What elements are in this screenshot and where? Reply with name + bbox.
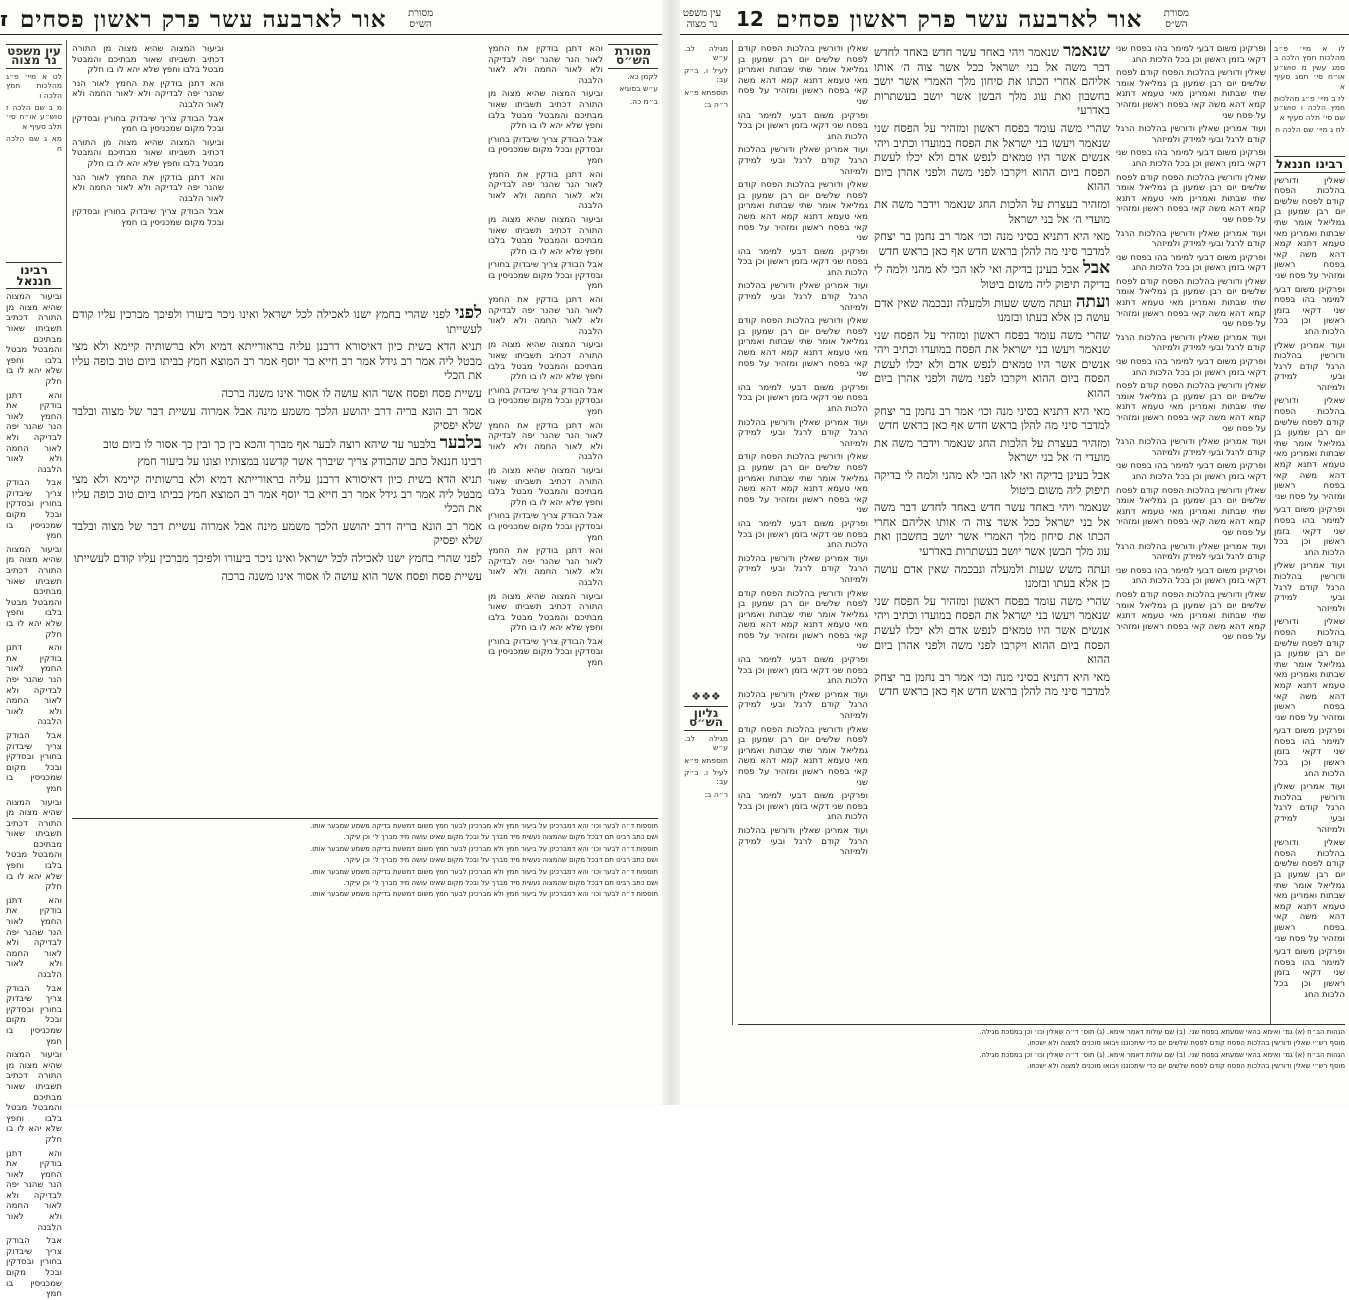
commentary-paragraph: וביעור המצוה שהיא מצוה מן התורה דכתיב תשביתו שאור מבתיכם והמבטל מבטל בלבו וחפץ שלא יהא לו בו חלק <box>6 797 62 893</box>
tosafot-column-top <box>72 44 224 304</box>
margin-note: לעיל ו. ב״ק עב: <box>684 65 728 85</box>
main-paragraph: אבל אבל בעינן בדיקה ואי לאו הכי לא מהני ולמה לי בדיקה תיפוק ליה משום ביטול <box>874 258 1110 291</box>
corner-label: עין משפט נר מצוה <box>682 8 722 30</box>
commentary-paragraph: ופרקינן משום דבעי למימר בהו בפסח שני דקאי בזמן ראשון וכן בכל הלכות החג <box>1274 726 1345 779</box>
book-gutter <box>662 0 680 1105</box>
commentary-paragraph: שאלין ודורשין בהלכות הפסח קודם לפסח שלשים יום רבן שמעון בן גמליאל אומר שתי שבתות ואמרינן מאי טעמא דתנא קמא דהא משה קאי בפסח ראשון ומזהיר על פסח שני <box>1116 276 1266 330</box>
commentary-paragraph: וביעור המצוה שהיא מצוה מן התורה דכתיב תשביתו שאור מבתיכם והמבטל מבטל בלבו וחפץ שלא יהא לו בו חלק <box>72 137 224 169</box>
column-divider <box>66 40 67 1050</box>
commentary-paragraph: שאלין ודורשין בהלכות הפסח קודם לפסח שלשים יום רבן שמעון בן גמליאל אומר שתי שבתות ואמרינן מאי טעמא דתנא קמא דהא משה קאי בפסח ראשון ומזהיר על פסח שני <box>738 180 868 244</box>
main-paragraph: עשיית פסח ופסח אשר הוא עושה לו אסור אינו משנה ברכה <box>221 385 482 400</box>
commentary-paragraph: וביעור המצוה שהיא מצוה מן התורה דכתיב תשביתו שאור מבתיכם והמבטל מבטל בלבו וחפץ שלא יהא לו בו חלק <box>488 591 603 634</box>
footnote: תוספות ד״ה לבער וכו׳ והא דמברכינן על ביעור חמץ ולא מברכינן לבער חמץ משום דמשעת בדיקה משמע שמבער אותו. <box>310 822 658 830</box>
commentary-paragraph: שאלין ודורשין בהלכות הפסח קודם לפסח שלשים יום רבן שמעון בן גמליאל אומר שתי שבתות ואמרינן מאי טעמא דתנא קמא דהא משה קאי בפסח ראשון ומזהיר על פסח שני <box>1116 172 1266 225</box>
corner-title: עין משפט נר מצוה <box>7 44 61 68</box>
footnote-divider <box>738 1024 1345 1025</box>
footnote: מוסף רש״י שאלין ודורשין בהלכות הפסח קודם לפסח שלשים יום כדי שיתכוננו ויבואו מוכנים למצוה ולא ישכחו. <box>1027 1062 1345 1071</box>
main-paragraph: שהרי משה עומד בפסח ראשון ומזהיר על הפסח שני שנאמר ויעשו בני ישראל את הפסח במועדו וכתיב ויהי אנשים אשר היו טמאים לנפש אדם ולא יכלו לעשת הפסח ביום ההוא ויקרבו לפני משה ולפני אהרן ביום ההוא <box>874 327 1110 401</box>
footnote: תוספות ד״ה לבער וכו׳ והא דמברכינן על ביעור חמץ ולא מברכינן לבער חמץ משום דמשעת בדיקה משמע שמבער אותו. <box>310 844 658 853</box>
margin-note: לז ב מיי׳ פ״ג מהלכות חמץ הלכה ו טוש״ע שם סי׳ תלה סעיף א <box>1274 94 1345 122</box>
lead-word: אבל <box>1082 258 1110 279</box>
commentary-paragraph: ופרקינן משום דבעי למימר בהו בפסח שני דקאי בזמן ראשון וכן בכל הלכות החג <box>738 791 868 823</box>
ein-mishpat-column <box>1274 44 1345 154</box>
margin-note: תוספתא פ״א <box>684 87 728 97</box>
gemara-main-text <box>72 303 482 811</box>
margin-note: לקמן כא. <box>627 71 658 81</box>
commentary-paragraph: שאלין ודורשין בהלכות הפסח קודם לפסח שלשים יום רבן שמעון בן גמליאל אומר שתי שבתות ואמרינן מאי טעמא דתנא קמא דהא משה קאי בפסח ראשון ומזהיר על פסח שני <box>1116 381 1266 434</box>
commentary-paragraph: אבל הבודק צריך שיבדוק בחורין ובסדקין ובכל מקום שמכניסין בו חמץ <box>72 113 224 135</box>
masoret-title: מסורת הש״ס <box>608 44 658 69</box>
main-paragraph: עשיית פסח ופסח אשר הוא עושה לו אסור אינו משנה ברכה <box>221 568 482 583</box>
main-paragraph: לפני לפני שהרי בחמץ ישנו לאכילה לכל ישראל ואינו ניכר ביעורו ולפיכך מברכין עליו קודם לעשייתו <box>72 303 482 336</box>
commentary-paragraph: והא דתנן בודקין את החמץ לאור הנר שהנר יפה לבדיקה ולא לאור החמה ולא לאור הלבנה <box>6 390 62 475</box>
margin-note: תוספתא פ״א <box>684 755 728 765</box>
commentary-paragraph: אבל הבודק צריך שיבדוק בחורין ובסדקין ובכל מקום שמכניסין בו חמץ <box>6 730 62 794</box>
commentary-paragraph: שאלין ודורשין בהלכות הפסח קודם לפסח שלשים יום רבן שמעון בן גמליאל אומר שתי שבתות ואמרינן מאי טעמא דתנא קמא דהא משה קאי בפסח ראשון ומזהיר על פסח שני <box>1116 68 1266 121</box>
commentary-paragraph: ופרקינן משום דבעי למימר בהו בפסח שני דקאי בזמן ראשון וכן בכל הלכות החג <box>738 655 868 687</box>
commentary-paragraph: שאלין ודורשין בהלכות הפסח קודם לפסח שלשים יום רבן שמעון בן גמליאל אומר שתי שבתות ואמרינן מאי טעמא דתנא קמא דהא משה קאי בפסח ראשון ומזהיר על פסח שני <box>1116 485 1266 538</box>
bottom-commentary <box>72 822 658 942</box>
commentary-title: רבינו חננאל <box>6 262 62 289</box>
commentary-paragraph: ופרקינן משום דבעי למימר בהו בפסח שני דקאי בזמן ראשון וכן בכל הלכות החג <box>1116 148 1266 169</box>
page-number: 12 <box>736 7 764 31</box>
main-paragraph: אמר רב הונא בריה דרב יהושע הלכך משמע מינה אבל אמרוה עשיית דבר של מצוה ובלבד שלא יפסיק <box>72 403 482 433</box>
commentary-paragraph: ופרקינן משום דבעי למימר בהו בפסח שני דקאי בזמן ראשון וכן בכל הלכות החג <box>1274 505 1345 558</box>
margin-note: ר״ה ב: <box>704 789 728 799</box>
commentary-paragraph: וביעור המצוה שהיא מצוה מן התורה דכתיב תשביתו שאור מבתיכם והמבטל מבטל בלבו וחפץ שלא יהא לו בו חלק <box>6 292 62 387</box>
commentary-paragraph: ופרקינן משום דבעי למימר בהו בפסח שני דקאי בזמן ראשון וכן בכל הלכות החג <box>1116 252 1266 274</box>
main-paragraph: תניא הדא בשית כיון דאיסורא דרבנן עליה בראורייתא דמיא ולא ברשותיה קיימא ולא מצי מבטל ליה אמר רב גידל אמר רב חייא בר יוסף אמר רב המוצא חמץ בביתו ביום טוב כופה עליו את הכלי <box>72 471 482 516</box>
commentary-paragraph: והא דתנן בודקין את החמץ לאור הנר שהנר יפה לבדיקה ולא לאור החמה ולא לאור הלבנה <box>72 78 224 110</box>
commentary-paragraph: וביעור המצוה שהיא מצוה מן התורה דכתיב תשביתו שאור מבתיכם והמבטל מבטל בלבו וחפץ שלא יהא לו בו חלק <box>6 544 62 640</box>
commentary-paragraph: ועוד אמרינן שאלין ודורשין בהלכות הרגל קודם לרגל ובעי למידק ולמיזהר <box>738 145 868 177</box>
commentary-paragraph: וביעור המצוה שהיא מצוה מן התורה דכתיב תשביתו שאור מבתיכם והמבטל מבטל בלבו וחפץ שלא יהא לו בו חלק <box>488 340 603 383</box>
main-paragraph: בלבער בלבער עד שיהא רוצה לבער אף מברך והכא בין כך ובין כך אסור לו ביום טוב <box>103 432 482 453</box>
footnote-divider <box>72 818 658 819</box>
corner-label: מסורת הש״ס <box>407 8 434 30</box>
commentary-paragraph: שאלין ודורשין בהלכות הפסח קודם לפסח שלשים יום רבן שמעון בן גמליאל אומר שתי שבתות ואמרינן מאי טעמא דתנא קמא דהא משה קאי בפסח ראשון ומזהיר על פסח שני <box>738 452 868 516</box>
commentary-paragraph: ועוד אמרינן שאלין ודורשין בהלכות הרגל קודם לרגל ובעי למידק ולמיזהר <box>1116 437 1266 458</box>
margin-note: לח ג מיי׳ שם הלכה ח <box>1275 125 1345 135</box>
commentary-paragraph: ועוד אמרינן שאלין ודורשין בהלכות הרגל קודם לרגל ובעי למידק ולמיזהר <box>1116 332 1266 354</box>
commentary-paragraph: שאלין ודורשין בהלכות הפסח קודם לפסח שלשים יום רבן שמעון בן גמליאל אומר שתי שבתות ואמרינן מאי טעמא דתנא קמא דהא משה קאי בפסח ראשון ומזהיר על פסח שני <box>738 588 868 652</box>
commentary-paragraph: שאלין ודורשין בהלכות הפסח קודם לפסח שלשים יום רבן שמעון בן גמליאל אומר שתי שבתות ואמרינן מאי טעמא דתנא קמא דהא משה קאי בפסח ראשון ומזהיר על פסח שני <box>738 316 868 380</box>
commentary-paragraph: אבל הבודק צריך שיבדוק בחורין ובסדקין ובכל מקום שמכניסין בו חמץ <box>488 385 603 417</box>
page-number: ז <box>0 7 9 31</box>
lead-word: בלבער <box>439 432 482 453</box>
gemara-main-text <box>874 41 1111 1019</box>
masoret-hashas-column <box>608 44 658 814</box>
running-title: אור לארבעה עשר פרק ראשון פסחים <box>775 5 1143 33</box>
bottom-footnotes <box>738 1028 1345 1100</box>
right-page-header <box>680 4 1349 35</box>
rabbeinu-chananel-column <box>6 262 62 1300</box>
commentary-paragraph: ועוד אמרינן שאלין ודורשין בהלכות הרגל קודם לרגל ובעי למידק ולמיזהר <box>738 825 868 858</box>
commentary-paragraph: והא דתנן בודקין את החמץ לאור הנר שהנר יפה לבדיקה ולא לאור החמה ולא לאור הלבנה <box>72 172 224 204</box>
footnote: הגהות הב״ח (א) גמ׳ ואימא בהאי שמעתא בפסח שני. (ב) שם עולות דאמר אימא. (ג) תוס׳ ד״ה שאלין וכו׳ וכן במסכת מגילה. <box>979 1050 1345 1059</box>
footnote: ושם כתב רבינו תם דבכל מקום שהמצוה נעשית מיד מברך על ובכל מקום שאינו עושה מיד מברך ל׳ וכן עיקר. <box>343 856 658 865</box>
margin-note: מא ג שם הלכה ח <box>6 134 62 153</box>
commentary-paragraph: והא דתנן בודקין את החמץ לאור הנר שהנר יפה לבדיקה ולא לאור החמה ולא לאור הלבנה <box>488 44 603 86</box>
main-paragraph: רבינו חננאל כתב שהבודק צריך שיברך אשר קדשנו במצותיו וצונו על ביעור חמץ <box>137 454 482 469</box>
rashi-column <box>488 44 603 814</box>
main-paragraph: אבל בעינן בדיקה ואי לאו הכי לא מהני ולמה לי בדיקה תיפוק ליה משום ביטול <box>874 468 1110 497</box>
commentary-paragraph: וביעור המצוה שהיא מצוה מן התורה דכתיב תשביתו שאור מבתיכם והמבטל מבטל בלבו וחפץ שלא יהא לו בו חלק <box>488 89 603 132</box>
right-page <box>680 0 1349 1105</box>
lead-word: לפני <box>454 303 482 323</box>
commentary-paragraph: ועוד אמרינן שאלין ודורשין בהלכות הרגל קודם לרגל ובעי למידק ולמיזהר <box>1274 561 1345 614</box>
footnote: ושם כתב רבינו תם דבכל מקום שהמצוה נעשית מיד מברך על ובכל מקום שאינו עושה מיד מברך ל׳ וכן עיקר. <box>343 879 658 888</box>
commentary-paragraph: והא דתנן בודקין את החמץ לאור הנר שהנר יפה לבדיקה ולא לאור החמה ולא לאור הלבנה <box>6 895 62 980</box>
left-page-header <box>0 4 662 35</box>
footnote: הגהות הב״ח (א) גמ׳ ואימא בהאי שמעתא בפסח שני. (ב) שם עולות דאמר אימא. (ג) תוס׳ ד״ה שאלין וכו׳ וכן במסכת מגילה. <box>979 1028 1345 1036</box>
commentary-paragraph: ועוד אמרינן שאלין ודורשין בהלכות הרגל קודם לרגל ובעי למידק ולמיזהר <box>738 689 868 722</box>
commentary-paragraph: ועוד אמרינן שאלין ודורשין בהלכות הרגל קודם לרגל ובעי למידק ולמיזהר <box>1116 124 1266 145</box>
margin-note: מ ב שם הלכה ז טוש״ע או״ח סי׳ תלב סעיף א <box>6 103 62 131</box>
commentary-paragraph: ועוד אמרינן שאלין ודורשין בהלכות הרגל קודם לרגל ובעי למידק ולמיזהר <box>1274 782 1345 835</box>
main-paragraph: ועתה ועתה משש שעות ולמעלה ונבכמה שאין אדם עושה כן אלא בעתו ובזמנו <box>874 291 1111 325</box>
margin-note: מגילה לב. ע״ש <box>684 44 728 63</box>
commentary-paragraph: ופרקינן משום דבעי למימר בהו בפסח שני דקאי בזמן ראשון וכן בכל הלכות החג <box>1116 565 1266 587</box>
commentary-paragraph: שאלין ודורשין בהלכות הפסח קודם לפסח שלשים יום רבן שמעון בן גמליאל אומר שתי שבתות ואמרינן מאי טעמא דתנא קמא דהא משה קאי בפסח ראשון ומזהיר על פסח שני <box>738 44 868 107</box>
commentary-paragraph: שאלין ודורשין בהלכות הפסח קודם לפסח שלשים יום רבן שמעון בן גמליאל אומר שתי שבתות ואמרינן מאי טעמא דתנא קמא דהא משה קאי בפסח ראשון ומזהיר על פסח שני <box>1116 589 1266 643</box>
margin-note: ע״ש בסוגיא <box>619 84 658 94</box>
commentary-paragraph: ופרקינן משום דבעי למימר בהו בפסח שני דקאי בזמן ראשון וכן בכל הלכות החג <box>738 246 868 278</box>
main-paragraph: מאי היא דתניא בסיני מנה וכו׳ אמר רב נחמן בר יצחק למדבר סיני מה להלן בראש חדש אף כאן בראש חדש <box>874 403 1110 433</box>
commentary-paragraph: ועוד אמרינן שאלין ודורשין בהלכות הרגל קודם לרגל ובעי למידק ולמיזהר <box>738 281 868 313</box>
commentary-paragraph: ועוד אמרינן שאלין ודורשין בהלכות הרגל קודם לרגל ובעי למידק ולמיזהר <box>738 553 868 585</box>
ein-mishpat-column <box>6 44 62 254</box>
commentary-paragraph: ופרקינן משום דבעי למימר בהו בפסח שני דקאי בזמן ראשון וכן בכל הלכות החג <box>738 382 868 414</box>
margin-note: ר״ה ב: <box>704 100 728 110</box>
rashi-column <box>1116 44 1266 1019</box>
commentary-paragraph: אבל הבודק צריך שיבדוק בחורין ובסדקין ובכל מקום שמכניסין בו חמץ <box>488 636 603 669</box>
commentary-paragraph: ועוד אמרינן שאלין ודורשין בהלכות הרגל קודם לרגל ובעי למידק ולמיזהר <box>1274 340 1345 393</box>
main-paragraph: לפני שהרי בחמץ ישנו לאכילה לכל ישראל ואינו ניכר ביעורו ולפיכך מברכין עליו קודם לעשייתו <box>73 550 482 565</box>
lead-word: שנאמר <box>1063 41 1110 61</box>
margin-note: לט א מיי׳ פ״ג מהלכות חמץ הלכה ו <box>6 71 62 100</box>
main-paragraph: אמר רב הונא בריה דרב יהושע הלכך משמע מינה אבל אמרוה עשיית דבר של מצוה ובלבד שלא יפסיק <box>72 518 482 548</box>
commentary-paragraph: שאלין ודורשין בהלכות הפסח קודם לפסח שלשים יום רבן שמעון בן גמליאל אומר שתי שבתות ואמרינן מאי טעמא דתנא קמא דהא משה קאי בפסח ראשון ומזהיר על פסח שני <box>1274 175 1345 281</box>
main-paragraph: ומזהיר בעצרת על הלכות החג שנאמר וידבר משה את מועדי ה׳ אל בני ישראל <box>874 196 1110 226</box>
commentary-paragraph: ופרקינן משום דבעי למימר בהו בפסח שני דקאי בזמן ראשון וכן בכל הלכות החג <box>1116 44 1266 65</box>
footnote: מוסף רש״י שאלין ודורשין בהלכות הפסח קודם לפסח שלשים יום כדי שיתכוננו ויבואו מוכנים למצוה ולא ישכחו. <box>1027 1039 1345 1048</box>
commentary-paragraph: ופרקינן משום דבעי למימר בהו בפסח שני דקאי בזמן ראשון וכן בכל הלכות החג <box>1274 284 1345 337</box>
gilyon-title: גליון הש״ס <box>684 706 728 731</box>
commentary-paragraph: וביעור המצוה שהיא מצוה מן התורה דכתיב תשביתו שאור מבתיכם והמבטל מבטל בלבו וחפץ שלא יהא לו בו חלק <box>6 1050 62 1145</box>
footnote: תוספות ד״ה לבער וכו׳ והא דמברכינן על ביעור חמץ ולא מברכינן לבער חמץ משום דמשעת בדיקה משמע שמבער אותו. <box>310 890 658 899</box>
commentary-paragraph: אבל הבודק צריך שיבדוק בחורין ובסדקין ובכל מקום שמכניסין בו חמץ <box>6 983 62 1047</box>
masoret-label: מסורת הש״ס <box>1163 8 1189 30</box>
commentary-paragraph: והא דתנן בודקין את החמץ לאור הנר שהנר יפה לבדיקה ולא לאור החמה ולא לאור הלבנה <box>488 546 603 588</box>
commentary-paragraph: אבל הבודק צריך שיבדוק בחורין ובסדקין ובכל מקום שמכניסין בו חמץ <box>488 134 603 166</box>
main-paragraph: תניא הדא בשית כיון דאיסורא דרבנן עליה בראורייתא דמיא ולא ברשותיה קיימא ולא מצי מבטל ליה אמר רב גידל אמר רב חייא בר יוסף אמר רב המוצא חמץ בביתו ביום טוב כופה עליו את הכלי <box>72 339 482 383</box>
commentary-paragraph: וביעור המצוה שהיא מצוה מן התורה דכתיב תשביתו שאור מבתיכם והמבטל מבטל בלבו וחפץ שלא יהא לו בו חלק <box>488 465 603 508</box>
main-paragraph: ועתה משש שעות ולמעלה ונבכמה שאין אדם עושה כן אלא בעתו ובזמנו <box>874 561 1110 591</box>
main-paragraph: ומזהיר בעצרת על הלכות החג שנאמר וידבר משה את מועדי ה׳ אל בני ישראל <box>874 435 1110 465</box>
ornament-divider: ❖❖❖ <box>691 690 721 703</box>
main-paragraph: שנאמר ויהי באחד עשר חדש באחד לחדש דבר משה אל בני ישראל ככל אשר צוה ה׳ אותו אליהם אחרי הכתו את סיחון מלך האמרי אשר יושב בחשבון ואת עוג מלך הבשן אשר יושב בעשתרות באדרעי <box>874 500 1110 558</box>
commentary-paragraph: והא דתנן בודקין את החמץ לאור הנר שהנר יפה לבדיקה ולא לאור החמה ולא לאור הלבנה <box>488 169 603 212</box>
running-title: אור לארבעה עשר פרק ראשון פסחים <box>20 5 387 33</box>
lead-word: ועתה <box>1075 291 1111 312</box>
footnote: ושם כתב רבינו תם דבכל מקום שהמצוה נעשית מיד מברך על ובכל מקום שאינו עושה מיד מברך ל׳ וכן עיקר. <box>343 833 658 842</box>
main-paragraph: שהרי משה עומד בפסח ראשון ומזהיר על הפסח שני שנאמר ויעשו בני ישראל את הפסח במועדו וכתיב ויהי אנשים אשר היו טמאים לנפש אדם ולא יכלו לעשת הפסח ביום ההוא ויקרבו לפני משה ולפני אהרן ביום ההוא <box>874 120 1110 194</box>
main-paragraph: שהרי משה עומד בפסח ראשון ומזהיר על הפסח שני שנאמר ויעשו בני ישראל את הפסח במועדו וכתיב ויהי אנשים אשר היו טמאים לנפש אדם ולא יכלו לעשת הפסח ביום ההוא ויקרבו לפני משה ולפני אהרן ביום ההוא <box>874 593 1110 667</box>
column-divider <box>1270 40 1271 1025</box>
commentary-paragraph: שאלין ודורשין בהלכות הפסח קודם לפסח שלשים יום רבן שמעון בן גמליאל אומר שתי שבתות ואמרינן מאי טעמא דתנא קמא דהא משה קאי בפסח ראשון ומזהיר על פסח שני <box>1274 617 1345 723</box>
commentary-paragraph: ועוד אמרינן שאלין ודורשין בהלכות הרגל קודם לרגל ובעי למידק ולמיזהר <box>738 417 868 449</box>
margin-note: לעיל ו. ב״ק עב: <box>684 768 728 787</box>
margin-note: מגילה לב. ע״ש <box>684 733 728 753</box>
tosafot-column <box>738 44 868 1019</box>
commentary-paragraph: והא דתנן בודקין את החמץ לאור הנר שהנר יפה לבדיקה ולא לאור החמה ולא לאור הלבנה <box>6 643 62 728</box>
commentary-paragraph: ופרקינן משום דבעי למימר בהו בפסח שני דקאי בזמן ראשון וכן בכל הלכות החג <box>1274 947 1345 1000</box>
commentary-paragraph: והא דתנן בודקין את החמץ לאור הנר שהנר יפה לבדיקה ולא לאור החמה ולא לאור הלבנה <box>488 295 603 337</box>
commentary-paragraph: ועוד אמרינן שאלין ודורשין בהלכות הרגל קודם לרגל ובעי למידק ולמיזהר <box>1116 228 1266 250</box>
commentary-paragraph: והא דתנן בודקין את החמץ לאור הנר שהנר יפה לבדיקה ולא לאור החמה ולא לאור הלבנה <box>488 420 603 463</box>
commentary-paragraph: שאלין ודורשין בהלכות הפסח קודם לפסח שלשים יום רבן שמעון בן גמליאל אומר שתי שבתות ואמרינן מאי טעמא דתנא קמא דהא משה קאי בפסח ראשון ומזהיר על פסח שני <box>1274 396 1345 502</box>
main-paragraph: מאי היא דתניא בסיני מנה וכו׳ אמר רב נחמן בר יצחק למדבר סיני מה להלן בראש חדש אף כאן בראש חדש <box>874 229 1110 258</box>
commentary-paragraph: שאלין ודורשין בהלכות הפסח קודם לפסח שלשים יום רבן שמעון בן גמליאל אומר שתי שבתות ואמרינן מאי טעמא דתנא קמא דהא משה קאי בפסח ראשון ומזהיר על פסח שני <box>1274 838 1345 944</box>
commentary-paragraph: ופרקינן משום דבעי למימר בהו בפסח שני דקאי בזמן ראשון וכן בכל הלכות החג <box>1116 461 1266 482</box>
commentary-paragraph: ועוד אמרינן שאלין ודורשין בהלכות הרגל קודם לרגל ובעי למידק ולמיזהר <box>1116 541 1266 563</box>
commentary-paragraph: ופרקינן משום דבעי למימר בהו בפסח שני דקאי בזמן ראשון וכן בכל הלכות החג <box>738 518 868 551</box>
commentary-paragraph: וביעור המצוה שהיא מצוה מן התורה דכתיב תשביתו שאור מבתיכם והמבטל מבטל בלבו וחפץ שלא יהא לו בו חלק <box>72 44 224 76</box>
left-page <box>0 0 662 1300</box>
masoret-hashas-column <box>684 44 728 684</box>
footnote: תוספות ד״ה לבער וכו׳ והא דמברכינן על ביעור חמץ ולא מברכינן לבער חמץ משום דמשעת בדיקה משמע שמבער אותו. <box>310 867 658 876</box>
commentary-paragraph: שאלין ודורשין בהלכות הפסח קודם לפסח שלשים יום רבן שמעון בן גמליאל אומר שתי שבתות ואמרינן מאי טעמא דתנא קמא דהא משה קאי בפסח ראשון ומזהיר על פסח שני <box>738 724 868 788</box>
commentary-paragraph: וביעור המצוה שהיא מצוה מן התורה דכתיב תשביתו שאור מבתיכם והמבטל מבטל בלבו וחפץ שלא יהא לו בו חלק <box>488 214 603 257</box>
commentary-title: רבינו חננאל <box>1274 156 1345 173</box>
margin-note: לו א מיי׳ פ״ב מהלכות חמץ הלכה ב סמג עשין מ טוש״ע או״ח סי׳ תמג סעיף א <box>1274 44 1345 91</box>
main-paragraph: שנאמר שנאמר ויהי באחד עשר חדש באחד לחדש דבר משה אל בני ישראל ככל אשר צוה ה׳ אותו אליהם אחרי הכתו את סיחון מלך האמרי אשר יושב בחשבון ואת עוג מלך הבשן אשר יושב בעשתרות באדרעי <box>874 41 1110 118</box>
commentary-paragraph: ופרקינן משום דבעי למימר בהו בפסח שני דקאי בזמן ראשון וכן בכל הלכות החג <box>1116 357 1266 378</box>
rabbeinu-chananel-column <box>1274 156 1345 1016</box>
commentary-paragraph: אבל הבודק צריך שיבדוק בחורין ובסדקין ובכל מקום שמכניסין בו חמץ <box>6 1236 62 1300</box>
commentary-paragraph: אבל הבודק צריך שיבדוק בחורין ובסדקין ובכל מקום שמכניסין בו חמץ <box>488 260 603 292</box>
commentary-paragraph: אבל הבודק צריך שיבדוק בחורין ובסדקין ובכל מקום שמכניסין בו חמץ <box>72 207 224 228</box>
commentary-paragraph: ופרקינן משום דבעי למימר בהו בפסח שני דקאי בזמן ראשון וכן בכל הלכות החג <box>738 110 868 142</box>
column-divider <box>732 40 733 1025</box>
margin-note: ב״מ כה. <box>629 96 658 106</box>
main-paragraph: מאי היא דתניא בסיני מנה וכו׳ אמר רב נחמן בר יצחק למדבר סיני מה להלן בראש חדש אף כאן בראש חדש <box>874 669 1110 699</box>
commentary-paragraph: והא דתנן בודקין את החמץ לאור הנר שהנר יפה לבדיקה ולא לאור החמה ולא לאור הלבנה <box>6 1148 62 1233</box>
commentary-paragraph: אבל הבודק צריך שיבדוק בחורין ובסדקין ובכל מקום שמכניסין בו חמץ <box>6 478 62 542</box>
commentary-paragraph: אבל הבודק צריך שיבדוק בחורין ובסדקין ובכל מקום שמכניסין בו חמץ <box>488 511 603 543</box>
gilyon-hashas-column <box>684 706 728 966</box>
